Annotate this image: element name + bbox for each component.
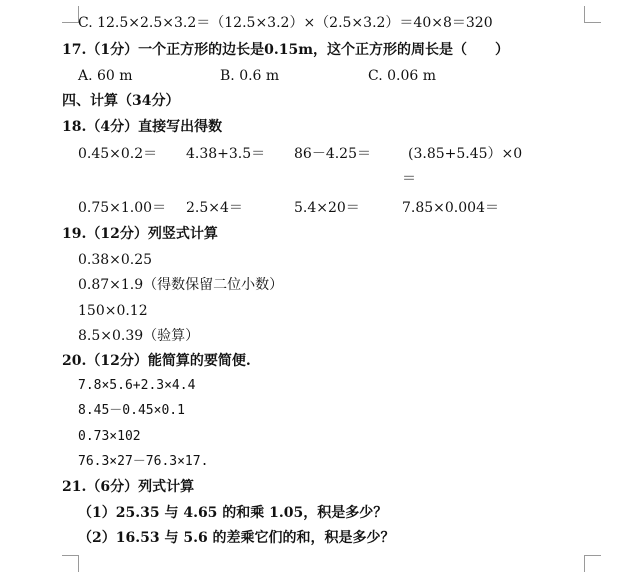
- section-4-title: 四、计算（34分）: [62, 93, 180, 109]
- q17-option-c: C. 0.06 m: [368, 68, 437, 84]
- q18-item-4-equals: ＝: [402, 171, 416, 187]
- q18-item-8: 7.85×0.004＝: [402, 200, 499, 216]
- q18-item-3: 86－4.25＝: [294, 146, 371, 162]
- q20-item-3: 0.73×102: [78, 429, 141, 444]
- q18-item-2: 4.38+3.5＝: [186, 146, 266, 162]
- q18-title: 18.（4分）直接写出得数: [62, 119, 223, 135]
- q20-item-2: 8.45－0.45×0.1: [78, 403, 185, 418]
- q18-item-4: (3.85+5.45）×0: [408, 146, 523, 162]
- q20-item-4: 76.3×27－76.3×17.: [78, 454, 209, 469]
- q18-item-7: 5.4×20＝: [294, 200, 360, 216]
- q19-item-1: 0.38×0.25: [78, 252, 153, 268]
- q19-item-2: 0.87×1.9（得数保留二位小数）: [78, 277, 284, 293]
- q18-item-5: 0.75×1.00＝: [78, 200, 167, 216]
- q21-item-2: （2）16.53 与 5.6 的差乘它们的和，积是多少？: [78, 530, 395, 546]
- q18-item-1: 0.45×0.2＝: [78, 146, 158, 162]
- page-corner-mark-top-left: [62, 6, 79, 23]
- q19-item-4: 8.5×0.39（验算）: [78, 328, 200, 344]
- q16-option-c: C. 12.5×2.5×3.2＝（12.5×3.2）×（2.5×3.2）＝40×8＝320: [78, 15, 493, 31]
- page-corner-mark-bottom-right: [584, 555, 601, 572]
- q19-title: 19.（12分）列竖式计算: [62, 226, 218, 242]
- q18-item-6: 2.5×4＝: [186, 200, 243, 216]
- q19-item-3: 150×0.12: [78, 303, 148, 319]
- q20-title: 20.（12分）能简算的要简便.: [62, 353, 251, 369]
- q21-item-1: （1）25.35 与 4.65 的和乘 1.05，积是多少？: [78, 505, 388, 521]
- q21-title: 21.（6分）列式计算: [62, 479, 195, 495]
- q17-option-b: B. 0.6 m: [220, 68, 280, 84]
- page-corner-mark-bottom-left: [62, 555, 79, 572]
- q17-stem: 17.（1分）一个正方形的边长是0.15m，这个正方形的周长是（ ）: [62, 42, 510, 58]
- page-corner-mark-top-right: [584, 6, 601, 23]
- q17-option-a: A. 60 m: [78, 68, 133, 84]
- q20-item-1: 7.8×5.6+2.3×4.4: [78, 378, 196, 393]
